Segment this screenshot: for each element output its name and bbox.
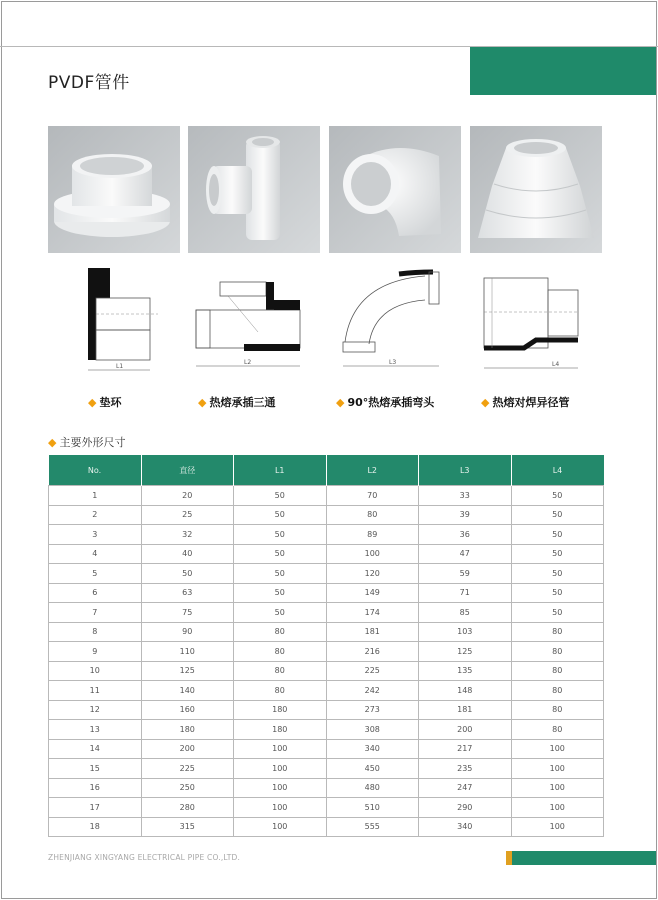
table-cell: 5 [49, 564, 142, 584]
table-cell: 80 [511, 661, 604, 681]
table-cell: 340 [326, 739, 419, 759]
table-cell: 50 [234, 486, 327, 506]
table-cell: 100 [511, 798, 604, 818]
diamond-bullet-icon: ◆ [48, 436, 57, 449]
dimension-label-l3: L3 [389, 359, 397, 366]
diamond-bullet-icon: ◆ [198, 396, 207, 409]
table-cell: 50 [234, 564, 327, 584]
table-cell: 15 [49, 759, 142, 779]
table-cell: 100 [511, 778, 604, 798]
table-cell: 50 [511, 486, 604, 506]
caption-gasket-ring [88, 394, 121, 410]
table-cell: 70 [326, 486, 419, 506]
table-cell: 40 [141, 544, 234, 564]
table-cell: 149 [326, 583, 419, 603]
caption-text: 热熔承插三通 [209, 396, 276, 409]
column-header: 直径 [141, 455, 234, 486]
dimension-label-l2: L2 [244, 359, 252, 366]
table-cell: 50 [234, 583, 327, 603]
table-cell: 100 [234, 817, 327, 837]
table-cell: 47 [419, 544, 512, 564]
table-cell: 290 [419, 798, 512, 818]
diamond-bullet-icon: ◆ [88, 396, 97, 409]
photo-reducer [470, 126, 602, 253]
table-row [49, 486, 604, 506]
table-cell: 200 [141, 739, 234, 759]
table-row [49, 661, 604, 681]
caption-reducer [481, 394, 569, 410]
table-cell: 235 [419, 759, 512, 779]
table-cell: 50 [511, 564, 604, 584]
table-row [49, 505, 604, 525]
table-cell: 180 [234, 720, 327, 740]
footer-bar [506, 851, 656, 865]
photo-tee [188, 126, 320, 253]
table-cell: 89 [326, 525, 419, 545]
table-cell: 110 [141, 642, 234, 662]
table-cell: 18 [49, 817, 142, 837]
table-cell: 80 [511, 642, 604, 662]
footer-company-name: ZHENJIANG XINGYANG ELECTRICAL PIPE CO.,LTD. [48, 853, 241, 862]
caption-text: 90°热熔承插弯头 [347, 396, 435, 409]
table-cell: 100 [234, 739, 327, 759]
section-heading [48, 434, 125, 450]
diamond-bullet-icon: ◆ [336, 396, 345, 409]
table-cell: 63 [141, 583, 234, 603]
table-cell: 480 [326, 778, 419, 798]
table-cell: 39 [419, 505, 512, 525]
dimension-label-l1: L1 [116, 363, 124, 370]
table-cell: 10 [49, 661, 142, 681]
table-cell: 315 [141, 817, 234, 837]
table-cell: 125 [419, 642, 512, 662]
table-cell: 6 [49, 583, 142, 603]
table-cell: 8 [49, 622, 142, 642]
table-cell: 140 [141, 681, 234, 701]
table-cell: 25 [141, 505, 234, 525]
table-row [49, 681, 604, 701]
table-cell: 80 [234, 642, 327, 662]
table-cell: 510 [326, 798, 419, 818]
table-cell: 135 [419, 661, 512, 681]
table-cell: 90 [141, 622, 234, 642]
table-cell: 75 [141, 603, 234, 623]
table-row [49, 778, 604, 798]
table-cell: 555 [326, 817, 419, 837]
table-header-row [49, 455, 604, 486]
table-cell: 85 [419, 603, 512, 623]
table-cell: 50 [511, 603, 604, 623]
table-row [49, 583, 604, 603]
table-cell: 50 [511, 525, 604, 545]
table-cell: 80 [511, 700, 604, 720]
drawing-gasket-ring [48, 262, 180, 380]
table-cell: 180 [141, 720, 234, 740]
table-row [49, 544, 604, 564]
section-heading-text: 主要外形尺寸 [59, 436, 126, 449]
table-cell: 80 [234, 661, 327, 681]
caption-elbow [336, 394, 434, 410]
table-cell: 450 [326, 759, 419, 779]
table-cell: 180 [234, 700, 327, 720]
photo-elbow [329, 126, 461, 253]
table-cell: 225 [141, 759, 234, 779]
table-cell: 216 [326, 642, 419, 662]
table-row [49, 642, 604, 662]
table-cell: 160 [141, 700, 234, 720]
table-body [49, 486, 604, 837]
table-cell: 174 [326, 603, 419, 623]
table-cell: 36 [419, 525, 512, 545]
column-header: No. [49, 455, 142, 486]
caption-text: 垫环 [99, 396, 122, 409]
table-cell: 273 [326, 700, 419, 720]
drawing-elbow [329, 262, 461, 380]
table-cell: 3 [49, 525, 142, 545]
table-cell: 100 [234, 759, 327, 779]
table-cell: 100 [511, 759, 604, 779]
dimension-label-l4: L4 [552, 361, 560, 368]
table-cell: 100 [511, 817, 604, 837]
table-cell: 280 [141, 798, 234, 818]
table-cell: 100 [326, 544, 419, 564]
table-cell: 80 [234, 681, 327, 701]
table-row [49, 564, 604, 584]
table-cell: 100 [234, 778, 327, 798]
table-cell: 80 [511, 681, 604, 701]
table-row [49, 759, 604, 779]
table-cell: 247 [419, 778, 512, 798]
table-cell: 80 [511, 622, 604, 642]
table-row [49, 739, 604, 759]
table-cell: 12 [49, 700, 142, 720]
page-title: PVDF管件 [48, 73, 130, 93]
table-cell: 100 [234, 798, 327, 818]
table-cell: 120 [326, 564, 419, 584]
table-cell: 103 [419, 622, 512, 642]
caption-text: 热熔对焊异径管 [492, 396, 570, 409]
table-cell: 50 [511, 544, 604, 564]
table-row [49, 622, 604, 642]
table-cell: 200 [419, 720, 512, 740]
table-cell: 9 [49, 642, 142, 662]
table-cell: 217 [419, 739, 512, 759]
table-row [49, 603, 604, 623]
table-cell: 80 [326, 505, 419, 525]
table-row [49, 798, 604, 818]
dimension-table [48, 455, 604, 837]
table-cell: 16 [49, 778, 142, 798]
table-cell: 14 [49, 739, 142, 759]
caption-tee [198, 394, 275, 410]
photo-gasket-ring [48, 126, 180, 253]
diamond-bullet-icon: ◆ [481, 396, 490, 409]
table-cell: 181 [326, 622, 419, 642]
table-cell: 80 [234, 622, 327, 642]
table-row [49, 700, 604, 720]
header-banner [470, 47, 656, 95]
column-header: L2 [326, 455, 419, 486]
table-cell: 125 [141, 661, 234, 681]
table-cell: 2 [49, 505, 142, 525]
table-row [49, 720, 604, 740]
table-row [49, 525, 604, 545]
table-cell: 13 [49, 720, 142, 740]
table-cell: 32 [141, 525, 234, 545]
table-cell: 20 [141, 486, 234, 506]
table-cell: 1 [49, 486, 142, 506]
table-cell: 50 [234, 525, 327, 545]
table-cell: 50 [511, 505, 604, 525]
table-cell: 242 [326, 681, 419, 701]
table-cell: 4 [49, 544, 142, 564]
table-cell: 308 [326, 720, 419, 740]
table-row [49, 817, 604, 837]
table-cell: 250 [141, 778, 234, 798]
table-cell: 50 [234, 505, 327, 525]
footer-bar-accent [506, 851, 512, 865]
table-cell: 50 [141, 564, 234, 584]
column-header: L3 [419, 455, 512, 486]
table-cell: 80 [511, 720, 604, 740]
table-cell: 148 [419, 681, 512, 701]
table-cell: 7 [49, 603, 142, 623]
table-cell: 50 [511, 583, 604, 603]
table-cell: 50 [234, 544, 327, 564]
table-cell: 11 [49, 681, 142, 701]
table-cell: 100 [511, 739, 604, 759]
table-cell: 59 [419, 564, 512, 584]
table-cell: 71 [419, 583, 512, 603]
column-header: L1 [234, 455, 327, 486]
table-cell: 340 [419, 817, 512, 837]
table-cell: 17 [49, 798, 142, 818]
table-cell: 181 [419, 700, 512, 720]
table-cell: 225 [326, 661, 419, 681]
table-cell: 50 [234, 603, 327, 623]
drawing-reducer [470, 262, 602, 380]
table-cell: 33 [419, 486, 512, 506]
drawing-tee [188, 262, 320, 380]
column-header: L4 [511, 455, 604, 486]
